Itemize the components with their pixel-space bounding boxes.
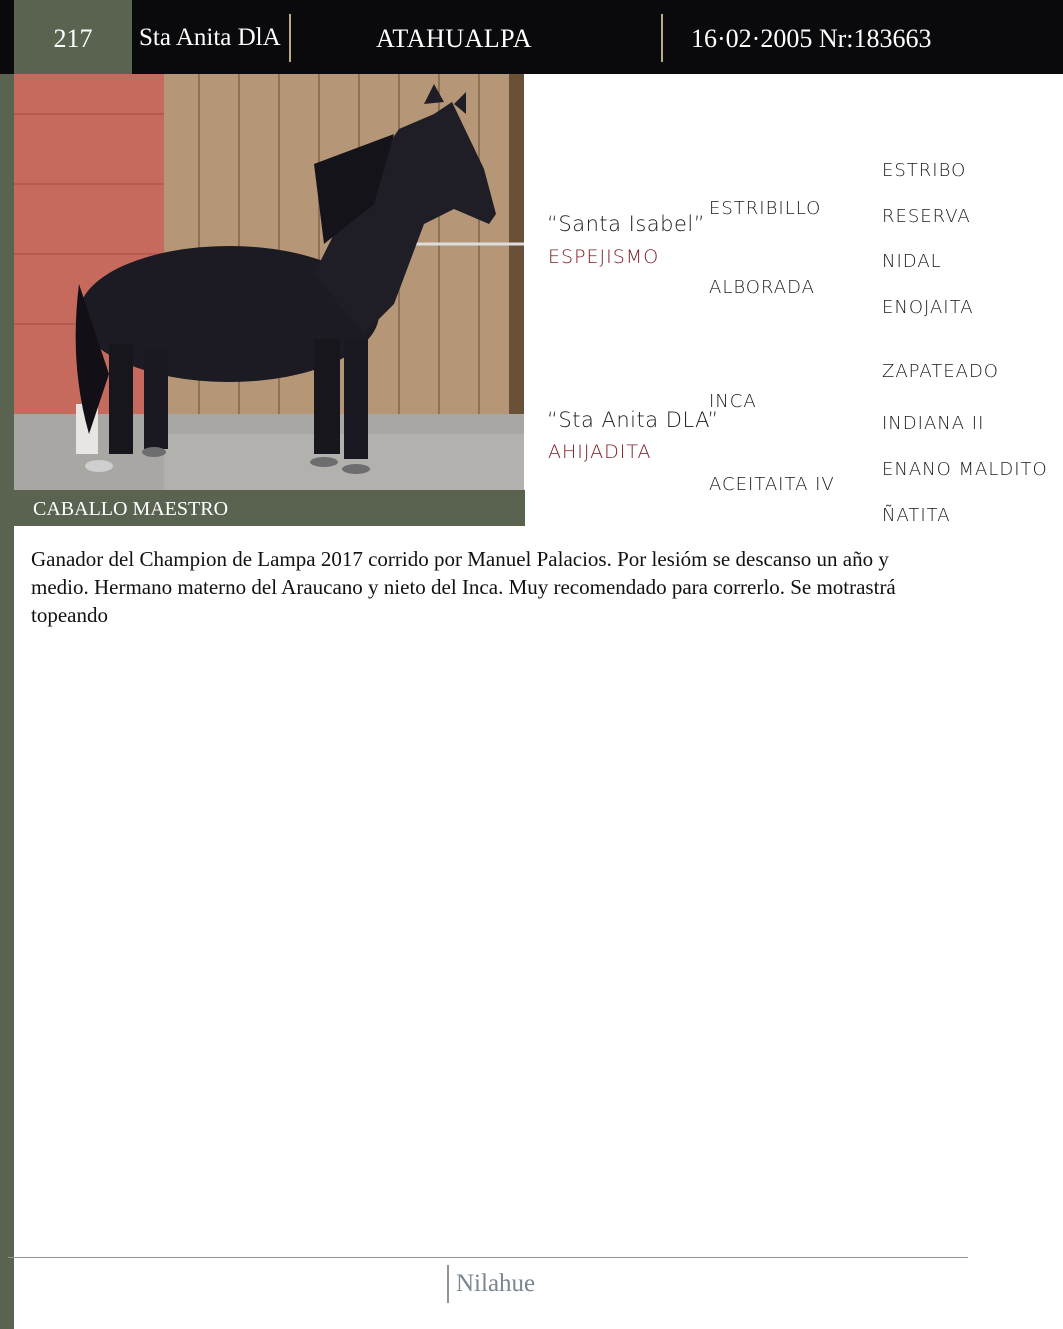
pedigree-gen3-2: RESERVA	[882, 206, 971, 227]
dam-breeder: “Sta Anita DLA”	[547, 408, 719, 432]
pedigree-gen3-6: INDIANA II	[882, 413, 985, 434]
pedigree-gen3-1: ESTRIBO	[882, 160, 967, 181]
horse-photo	[14, 74, 524, 490]
lot-number: 217	[53, 24, 93, 53]
pedigree-gen3-3: NIDAL	[882, 251, 942, 272]
pedigree-gen3-8: ÑATITA	[882, 505, 951, 526]
pedigree-gen3-7: ENANO MALDITO	[882, 459, 1048, 480]
photo-caption: CABALLO MAESTRO	[33, 498, 229, 520]
maternal-grandsire: INCA	[709, 391, 757, 412]
dam-name: AHIJADITA	[548, 441, 652, 463]
horse-description: Ganador del Champion de Lampa 2017 corrido por Manuel Palacios. Por lesióm se descanso un año y medio. Hermano materno del Araucano y nieto del Inca. Muy recomendado para correrlo. Se motrastrá topeando	[31, 547, 896, 627]
header-divider	[289, 14, 291, 62]
paternal-grandsire: ESTRIBILLO	[709, 198, 822, 219]
birth-date-registration: 16·02·2005 Nr:183663	[691, 24, 932, 53]
maternal-granddam: ACEITAITA IV	[709, 474, 835, 495]
footer-brand: Nilahue	[456, 1270, 536, 1297]
pedigree-gen3-5: ZAPATEADO	[882, 361, 999, 382]
breeder-name: Sta Anita DlA	[139, 24, 281, 51]
paternal-granddam: ALBORADA	[709, 277, 815, 298]
horse-name: ATAHUALPA	[376, 24, 533, 53]
footer-rule	[8, 1257, 968, 1258]
side-strip	[0, 0, 14, 1329]
header-divider	[661, 14, 663, 62]
pedigree-gen3-4: ENOJAITA	[882, 297, 974, 318]
footer-divider	[447, 1265, 449, 1303]
sire-name: ESPEJISMO	[548, 246, 660, 268]
sire-breeder: “Santa Isabel”	[547, 212, 706, 236]
